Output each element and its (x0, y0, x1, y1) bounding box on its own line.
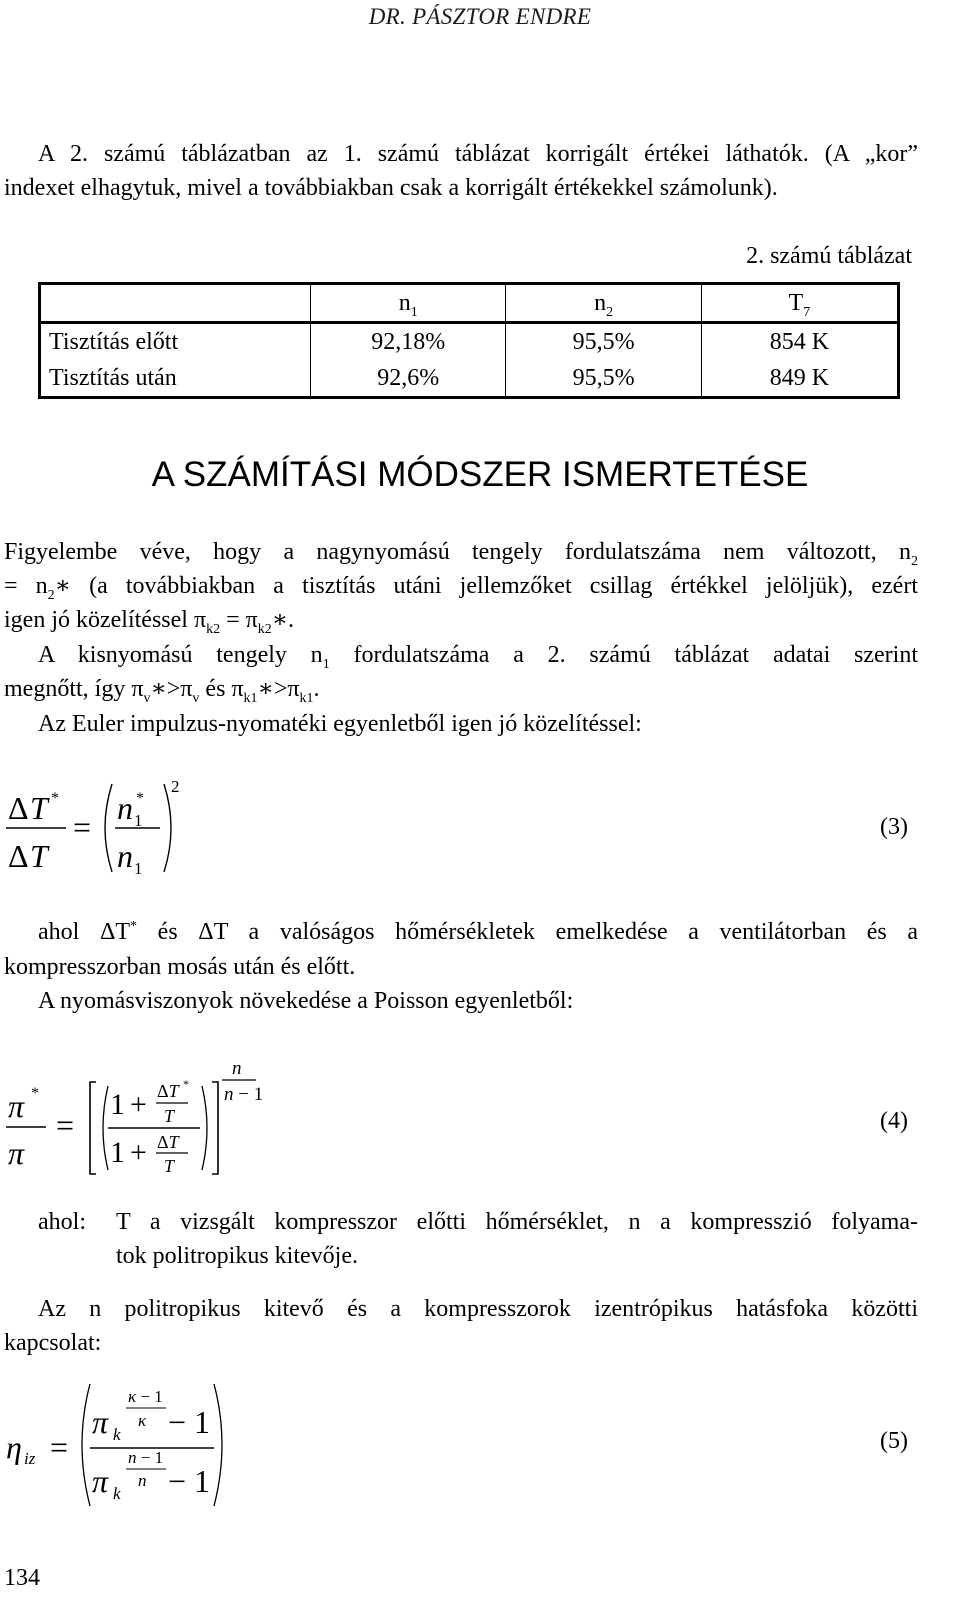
section-heading: A SZÁMÍTÁSI MÓDSZER ISMERTETÉSE (151, 455, 809, 494)
p7-line-2: kapcsolat: (4, 1330, 102, 1356)
p3-line: Az Euler impulzus-nyomatéki egyenletből igen jó közelítéssel: (38, 711, 642, 737)
svg-text:+: + (130, 1088, 147, 1121)
p4-line-2: kompresszorban mosás után és előtt. (4, 954, 356, 980)
svg-text:iz: iz (24, 1449, 36, 1468)
row-label: Tisztítás után (49, 364, 177, 391)
svg-text:k: k (113, 1484, 121, 1503)
svg-text:k: k (113, 1425, 121, 1444)
p4-line-1: ahol ΔT* és ΔT a valóságos hőmérsékletek emelkedése a ventilátorban és a (38, 919, 918, 945)
table-row (40, 360, 899, 398)
page-number: 134 (4, 1565, 40, 1591)
svg-text:*: * (183, 1077, 189, 1091)
svg-text:T: T (164, 1106, 175, 1126)
row-label: Tisztítás előtt (49, 328, 179, 355)
p2-line-2: megnőtt, így $\pi_v∗>\pi_v$ és $\pi_{k1}∗>\pi_{k1}$. (4, 676, 320, 706)
svg-text:n: n (232, 1058, 242, 1079)
svg-text:− 1: − 1 (168, 1404, 211, 1440)
p1-line-3: igen jó közelítéssel $\pi_{k2}$ = $\pi_{k2}∗$. (4, 607, 295, 637)
correction-table (38, 282, 900, 399)
col-header-n1: $n_1$ (311, 284, 506, 323)
svg-text:T: T (164, 1156, 175, 1176)
intro-line-2: indexet elhagytuk, mivel a továbbiakban csak a korrigált értékekkel számolunk). (4, 175, 778, 201)
svg-text:1: 1 (110, 1136, 125, 1169)
table-corner (40, 284, 311, 323)
svg-text:=: = (50, 1429, 69, 1465)
svg-text:2: 2 (171, 777, 180, 796)
svg-text:*: * (31, 1085, 39, 1102)
svg-text:1: 1 (110, 1088, 125, 1121)
svg-text:κ: κ (138, 1411, 147, 1430)
equation-3-number: (3) (880, 814, 908, 840)
svg-text:ΔT: ΔT (157, 1081, 179, 1101)
equation-4-number: (4) (880, 1108, 908, 1134)
p6-line-2: tok politropikus kitevője. (116, 1243, 358, 1269)
svg-text:π: π (8, 1135, 25, 1171)
svg-text:n: n (117, 838, 133, 874)
svg-text:π: π (92, 1404, 109, 1440)
svg-text:ΔT: ΔT (157, 1132, 179, 1152)
p1-line-1: Figyelembe véve, hogy a nagynyomású tengely fordulatszáma nem változott, $n_2$ (4, 539, 918, 569)
p7-line-1: Az n politropikus kitevő és a kompresszorok izentrópikus hatásfoka közötti (38, 1296, 918, 1322)
svg-text:n: n (138, 1471, 147, 1490)
svg-text:π: π (8, 1088, 25, 1124)
table-row (40, 323, 899, 361)
svg-text:η: η (6, 1429, 22, 1465)
svg-text:1: 1 (134, 859, 143, 878)
svg-text:n: n (117, 790, 133, 826)
running-header: DR. PÁSZTOR ENDRE (368, 4, 592, 29)
table-cell: 95,5% (506, 323, 701, 361)
table-cell: 95,5% (506, 360, 701, 398)
svg-text:=: = (56, 1107, 75, 1143)
equation-4 (0, 1050, 300, 1185)
p6-label: ahol: (38, 1209, 86, 1235)
table-cell: 92,18% (311, 323, 506, 361)
table-caption: 2. számú táblázat (746, 243, 912, 269)
svg-text:− 1: − 1 (168, 1463, 211, 1499)
p6-line-1: T a vizsgált kompresszor előtti hőmérséklet, n a kompresszió folyama- (116, 1209, 918, 1235)
svg-text:*: * (51, 790, 59, 807)
svg-text:T: T (30, 790, 48, 826)
table-header-row (40, 284, 899, 323)
table-cell: 854 K (701, 323, 898, 361)
svg-text:n − 1: n − 1 (128, 1448, 164, 1467)
intro-line-1: A 2. számú táblázatban az 1. számú táblázat korrigált értékei láthatók. (A „kor” (38, 141, 918, 167)
svg-text:π: π (92, 1463, 109, 1499)
svg-text:*: * (136, 790, 144, 807)
equation-3 (0, 770, 220, 890)
col-header-t7: $T_7$ (701, 284, 898, 323)
svg-text:Δ: Δ (8, 790, 29, 826)
col-header-n2: $n_2$ (506, 284, 701, 323)
equation-5-number: (5) (880, 1428, 908, 1454)
equation-5 (0, 1380, 260, 1515)
table-cell: 849 K (701, 360, 898, 398)
svg-text:+: + (130, 1136, 147, 1169)
svg-text:=: = (73, 809, 92, 845)
p1-line-2: = $n_2∗$ (a továbbiakban a tisztítás utáni jellemzőket csillag értékkel jelöljük), ezért (4, 573, 918, 603)
p2-line-1: A kisnyomású tengely $n_1$ fordulatszáma a 2. számú táblázat adatai szerint (38, 642, 918, 672)
svg-text:1: 1 (134, 811, 143, 830)
p5-line: A nyomásviszonyok növekedése a Poisson egyenletből: (38, 988, 574, 1014)
table-cell: 92,6% (311, 360, 506, 398)
svg-text:Δ: Δ (8, 838, 29, 874)
svg-text:n − 1: n − 1 (224, 1084, 264, 1105)
svg-text:T: T (30, 838, 48, 874)
svg-text:κ − 1: κ − 1 (128, 1387, 163, 1406)
